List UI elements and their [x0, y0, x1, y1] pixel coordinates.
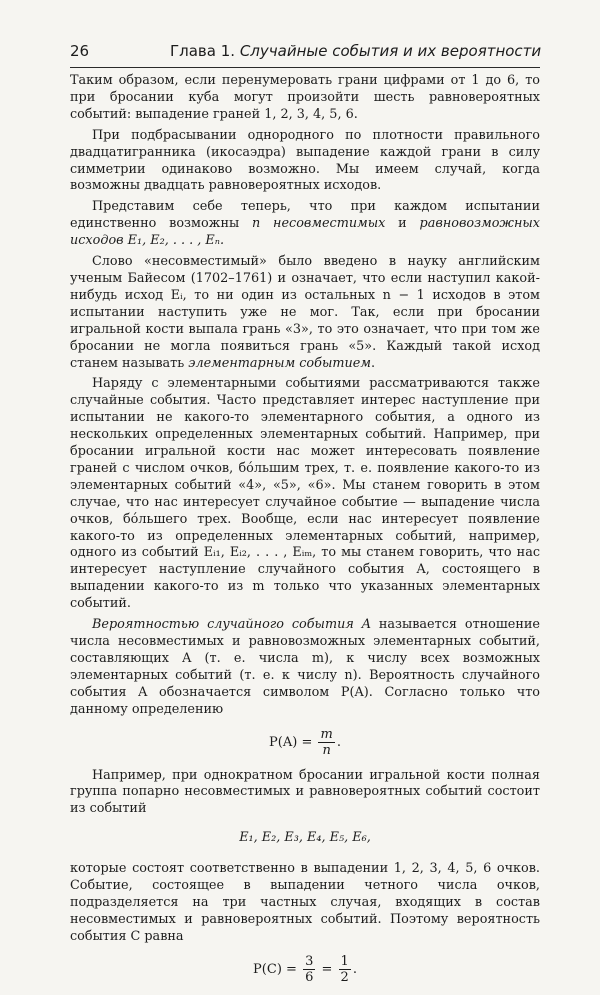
running-header [70, 42, 540, 64]
header-rule [70, 67, 540, 68]
fraction-1-over-2 [339, 954, 351, 985]
fraction-denominator: 6 [305, 969, 314, 985]
p6-term-probability: Вероятностью случайного события A [92, 617, 371, 633]
formula-probability-definition [70, 727, 540, 758]
fraction-m-over-n [318, 727, 334, 758]
formula-pc-end: . [352, 961, 357, 977]
page-body [70, 73, 540, 995]
page-number: 26 [70, 42, 90, 60]
paragraph-1: Таким образом, если перенумеровать грани цифрами от 1 до 6, то при бросании куба могут произойти шесть равновероятных событий: выпадение граней 1, 2, 3, 4, 5, 6. [70, 73, 540, 122]
paragraph-2: При подбрасывании однородного по плотности правильного двадцатигранника (икосаэдра) выпадение каждой грани в силу симметрии одинаково возможно. Мы имеем случай, когда возможны двадцать равновероятных исходов. [70, 127, 540, 194]
p3-term-equipossible: равновозможных исходов [70, 216, 541, 249]
formula-pc-lhs: P(C) = [253, 961, 297, 977]
paragraph-5: Наряду с элементарными событиями рассматриваются также случайные события. Часто представляет интерес наступление при испытании не какого-то элементарного события, а одного из нескольких определенных элементарных событий. Например, при бросании игральной кости нас может интересовать появление граней с числом очков, бóльшим трех, т. е. появление какого-то из элементарных событий «4», «5», «6». Мы станем говорить в этом случае, что нас интересует случайное событие — выпадение числа очков, бóльшего трех. Вообще, если нас интересует появление какого-то из определенных элементарных событий, например, одного из событий Eᵢ₁, Eᵢ₂, . . . , Eᵢₘ, то мы станем говорить, что нас интересует наступление случайного события A, состоящего в выпадении какого-то из m только что указанных элементарных событий. [70, 376, 540, 612]
fraction-numerator: m [320, 726, 333, 742]
fraction-denominator: 2 [340, 969, 349, 985]
chapter-title: Случайные события и их вероятности [239, 42, 542, 60]
paragraph-4 [70, 254, 540, 372]
formula-probability-c [70, 954, 540, 985]
fraction-numerator: 3 [305, 953, 314, 969]
p4-text-c: . [370, 355, 376, 371]
p4-term-elementary-event: элементарным событием [188, 355, 371, 371]
formula-pc-equals: = [321, 961, 333, 977]
p3-text-a: Представим себе теперь, что при каждом испытании единственно возможны [70, 199, 540, 232]
chapter-heading [170, 42, 541, 60]
formula-events-list: E₁, E₂, E₃, E₄, E₅, E₆, [239, 830, 371, 846]
p3-term-incompatible: n несовместимых [251, 216, 386, 232]
chapter-label: Глава 1. [170, 42, 236, 60]
formula-pa-lhs: P(A) = [269, 734, 313, 750]
p3-text-c: и [385, 216, 420, 232]
formula-pa-end: . [336, 734, 341, 750]
fraction-3-over-6 [303, 954, 315, 985]
paragraph-3 [70, 199, 540, 250]
fraction-denominator: n [322, 742, 331, 758]
paragraph-6 [70, 617, 540, 718]
fraction-numerator: 1 [340, 953, 349, 969]
p4-text-a: Слово «несовместимый» было введено в науку английским ученым Байесом (1702–1761) и означает, что если наступил какой-нибудь исход Eᵢ, то ни один из остальных n − 1 исходов в этом испытании наступить уже не мог. Так, если при бросании игральной кости выпала грань «3», то это означает, что при том же бросании не могла появиться грань «5». Каждый такой исход станем называть [70, 254, 540, 371]
p6-text-b: называется отношение числа несовместимых и равновозможных элементарных событий, составляющих A (т. е. числа m), к числу всех возможных элементарных событий (т. е. к числу n). Вероятность случайного события A обозначается символом P(A). Согласно только что данному определению [70, 617, 540, 717]
paragraph-7: Например, при однократном бросании игральной кости полная группа попарно несовместимых и равновероятных событий состоит из событий [70, 767, 540, 817]
paragraph-8: которые состоят соответственно в выпадении 1, 2, 3, 4, 5, 6 очков. Событие, состоящее в выпадении четного числа очков, подразделяется на три частных случая, входящих в состав несовместимых и равновероятных событий. Поэтому вероятность события C равна [70, 861, 540, 944]
p3-outcomes: E₁, E₂, . . . , Eₙ. [123, 233, 225, 249]
